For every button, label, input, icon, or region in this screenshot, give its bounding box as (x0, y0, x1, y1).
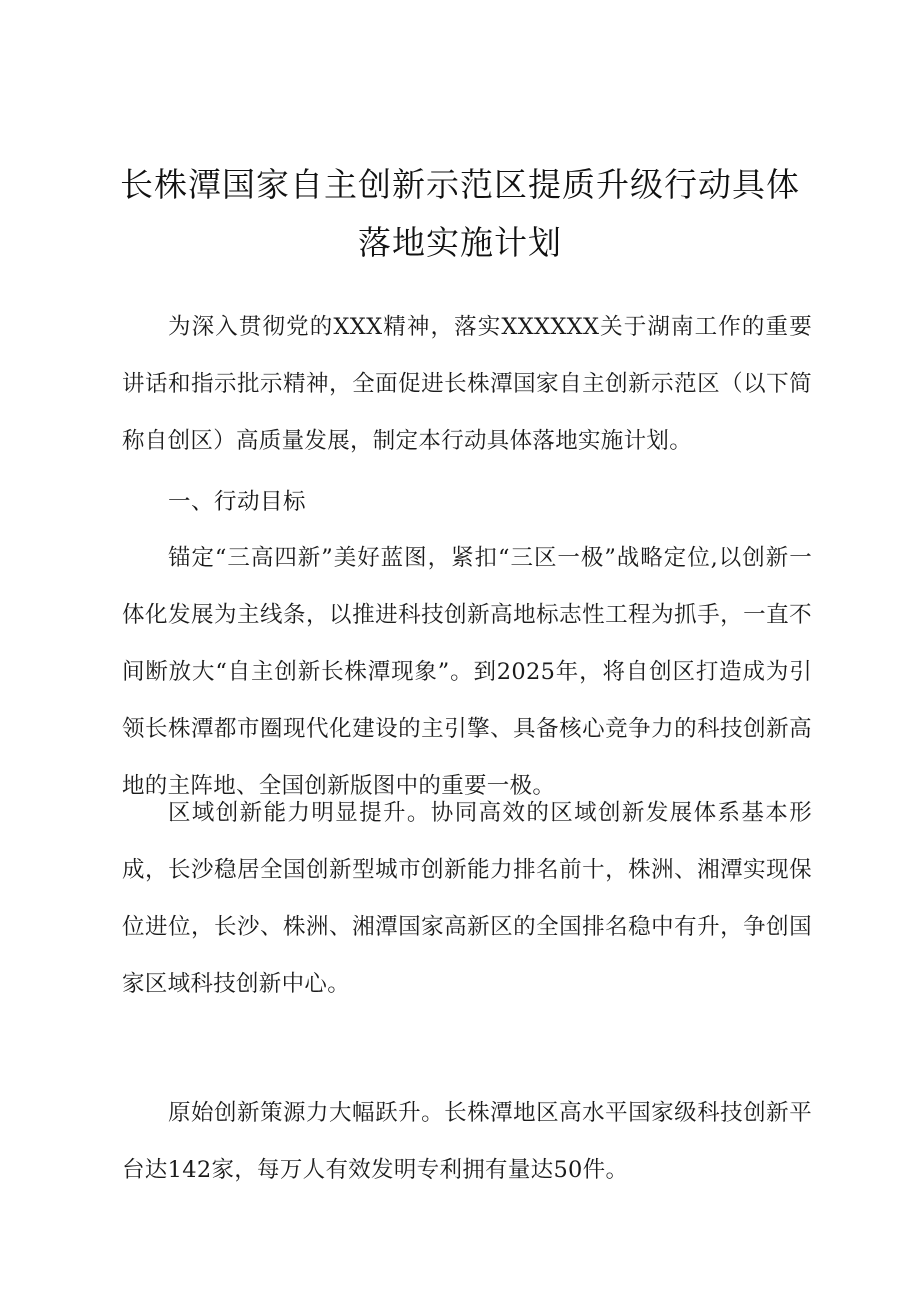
goal-paragraph: 锚定“三高四新”美好蓝图，紧扣“三区一极”战略定位,以创新一体化发展为主线条，以推进科技创新高地标志性工程为抓手，一直不间断放大“自主创新长株潭现象”。到2025年，将自创区打造成为引领长株潭都市圈现代化建设的主引擎、具备核心竞争力的科技创新高地的主阵地、全国创新版图中的重要一极。 (122, 545, 812, 799)
original-innovation-paragraph: 原始创新策源力大幅跃升。长株潭地区高水平国家级科技创新平台达142家，每万人有效发明专利拥有量达50件。 (122, 1100, 812, 1183)
regional-innovation-paragraph: 区域创新能力明显提升。协同高效的区域创新发展体系基本形成，长沙稳居全国创新型城市创新能力排名前十，株洲、湘潭实现保位进位，长沙、株洲、湘潭国家高新区的全国排名稳中有升，争创国家区域科技创新中心。 (122, 800, 812, 997)
document-title-line-1: 长株潭国家自主创新示范区提质升级行动具体 (120, 165, 800, 204)
section-heading-action-goals: 一、行动目标 (168, 489, 307, 515)
intro-paragraph: 为深入贯彻党的XXX精神，落实XXXXXX关于湖南工作的重要讲话和指示批示精神，全面促进长株潭国家自主创新示范区（以下简称自创区）高质量发展，制定本行动具体落地实施计划。 (122, 314, 812, 454)
document-title-line-2: 落地实施计划 (358, 223, 562, 262)
